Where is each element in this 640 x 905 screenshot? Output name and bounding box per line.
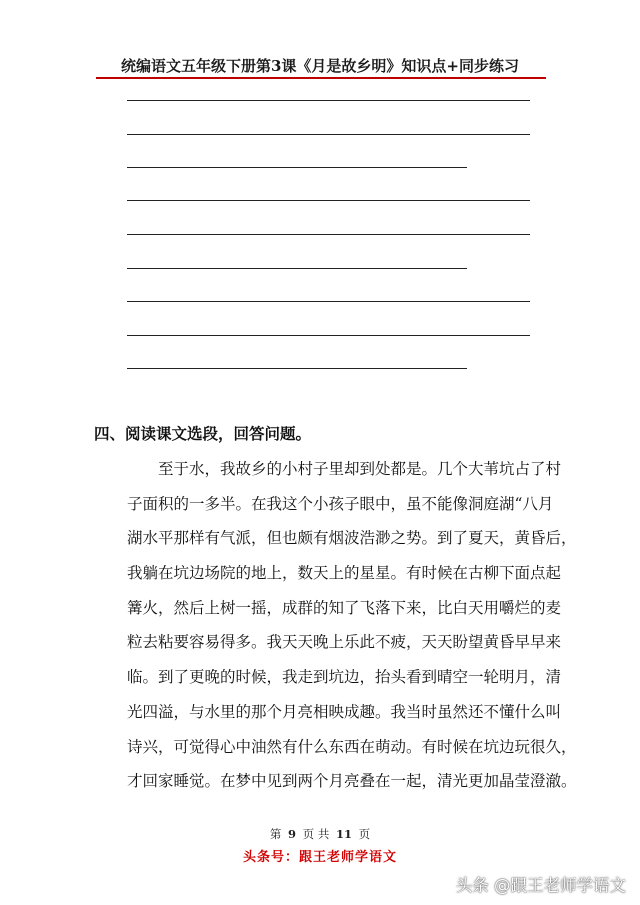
page-number-current: 9 [288,827,297,841]
passage-line: 我躺在坑边场院的地上，数天上的星星。有时候在古柳下面点起 [127,564,562,583]
answer-line [127,167,467,168]
answer-line [127,335,530,336]
reading-passage [127,452,577,799]
passage-line: 湖水平那样有气派，但也颇有烟波浩渺之势。到了夏天，黄昏后， [127,529,577,548]
page-header-title: 统编语文五年级下册第3课《月是故乡明》知识点+同步练习 [120,57,519,75]
page-number-mid: 页 共 [302,827,330,841]
passage-line: 临。到了更晚的时候，我走到坑边，抬头看到晴空一轮明月，清 [127,668,562,687]
answer-line [127,100,530,101]
answer-line [127,234,530,235]
watermark: 头条 @跟王老师学语文 [455,876,626,895]
passage-line: 诗兴，可觉得心中油然有什么东西在萌动。有时候在坑边玩很久， [127,737,577,756]
answer-line [127,301,530,302]
page-number-prefix: 第 [269,827,282,841]
page-number-suffix: 页 [358,827,371,841]
page-number-total: 11 [335,827,352,841]
passage-line: 篝火，然后上树一摇，成群的知了飞落下来，比白天用嚼烂的麦 [127,598,562,617]
passage-line: 才回家睡觉。在梦中见到两个月亮叠在一起，清光更加晶莹澄澈。 [127,772,577,791]
footer-brand: 头条号：跟王老师学语文 [242,850,397,865]
header-divider [96,77,546,79]
passage-line: 光四溢，与水里的那个月亮相映成趣。我当时虽然还不懂什么叫 [127,702,562,721]
passage-line: 粒去粘要容易得多。我天天晚上乐此不疲，天天盼望黄昏早早来 [127,633,562,652]
page-number [0,826,640,842]
section-heading: 四、阅读课文选段，回答问题。 [94,424,312,443]
answer-line [127,368,467,369]
passage-line: 至于水，我故乡的小村子里却到处都是。几个大苇坑占了村 [158,460,562,478]
answer-line [127,268,467,269]
answer-line [127,134,530,135]
answer-line [127,200,530,201]
passage-line: 子面积的一多半。在我这个小孩子眼中，虽不能像洞庭湖“八月 [127,494,554,513]
